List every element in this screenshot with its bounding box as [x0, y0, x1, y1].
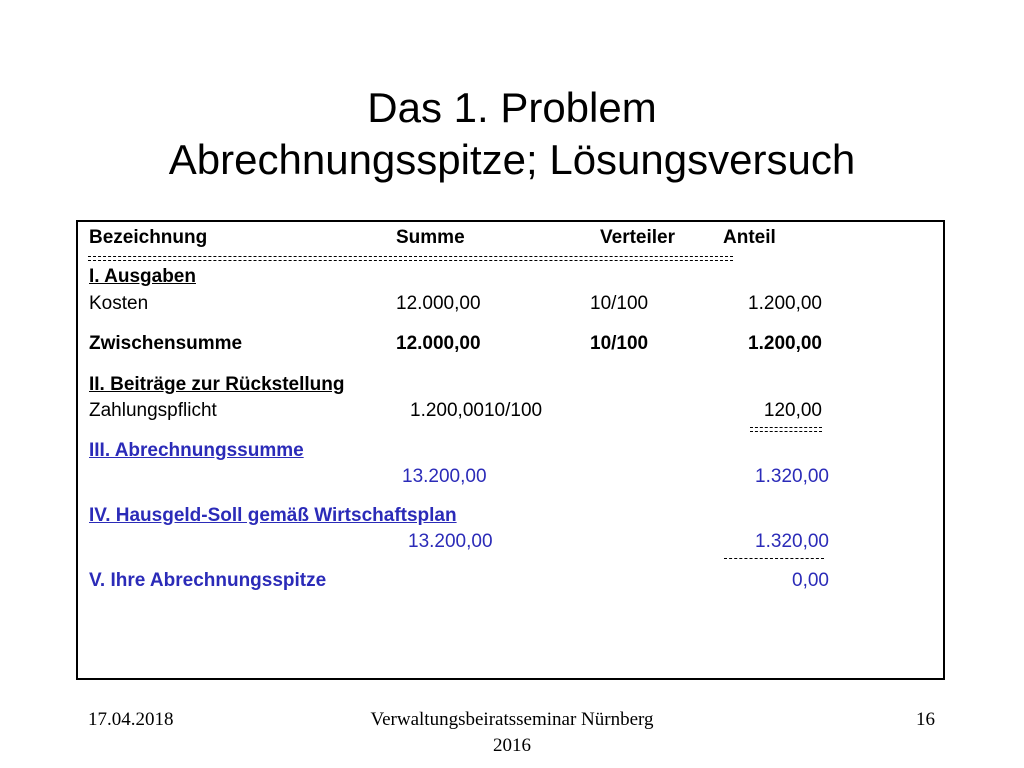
- header-name: Bezeichnung: [89, 227, 208, 248]
- section2-row-share: 120,00: [763, 400, 822, 421]
- subtotal-distributor: 10/100: [590, 333, 649, 354]
- section5-heading: V. Ihre Abrechnungsspitze: [89, 570, 327, 591]
- section1-row-sum: 12.000,00: [396, 293, 481, 314]
- section1-row-name: Kosten: [89, 293, 149, 314]
- header-divider: [88, 256, 733, 261]
- section3-heading: III. Abrechnungssumme: [89, 440, 304, 461]
- subtotal-sum: 12.000,00: [396, 333, 481, 354]
- section4-heading: IV. Hausgeld-Soll gemäß Wirtschaftsplan: [89, 505, 457, 526]
- footer-center-line2: 2016: [493, 735, 531, 756]
- footer-center: [312, 707, 712, 759]
- section2-heading: II. Beiträge zur Rückstellung: [89, 374, 345, 395]
- section4-share-underline: [724, 558, 824, 559]
- section1-heading: I. Ausgaben: [89, 266, 196, 287]
- footer-date: 17.04.2018: [88, 709, 174, 730]
- calculation-table: [76, 220, 945, 680]
- section4-sum: 13.200,00: [408, 531, 493, 552]
- section3-sum: 13.200,00: [402, 466, 487, 487]
- slide-title-line1: Das 1. Problem: [367, 84, 657, 131]
- slide-title: [0, 82, 1024, 186]
- section1-row-distributor: 10/100: [590, 293, 649, 314]
- slide-title-line2: Abrechnungsspitze; Lösungsversuch: [168, 136, 856, 183]
- section2-row-sum-distributor: 1.200,0010/100: [410, 400, 543, 421]
- subtotal-share: 1.200,00: [748, 333, 822, 354]
- subtotal-name: Zwischensumme: [89, 333, 243, 354]
- section2-row-name: Zahlungspflicht: [89, 400, 217, 421]
- section5-share: 0,00: [792, 570, 829, 591]
- section4-share: 1.320,00: [755, 531, 829, 552]
- header-share: Anteil: [723, 227, 776, 248]
- footer-center-line1: Verwaltungsbeiratsseminar Nürnberg: [370, 709, 654, 730]
- footer-page-number: 16: [916, 709, 935, 730]
- section3-share: 1.320,00: [755, 466, 829, 487]
- header-distributor: Verteiler: [600, 227, 675, 248]
- section1-row-share: 1.200,00: [748, 293, 822, 314]
- section2-share-underline: [750, 427, 822, 432]
- header-sum: Summe: [396, 227, 465, 248]
